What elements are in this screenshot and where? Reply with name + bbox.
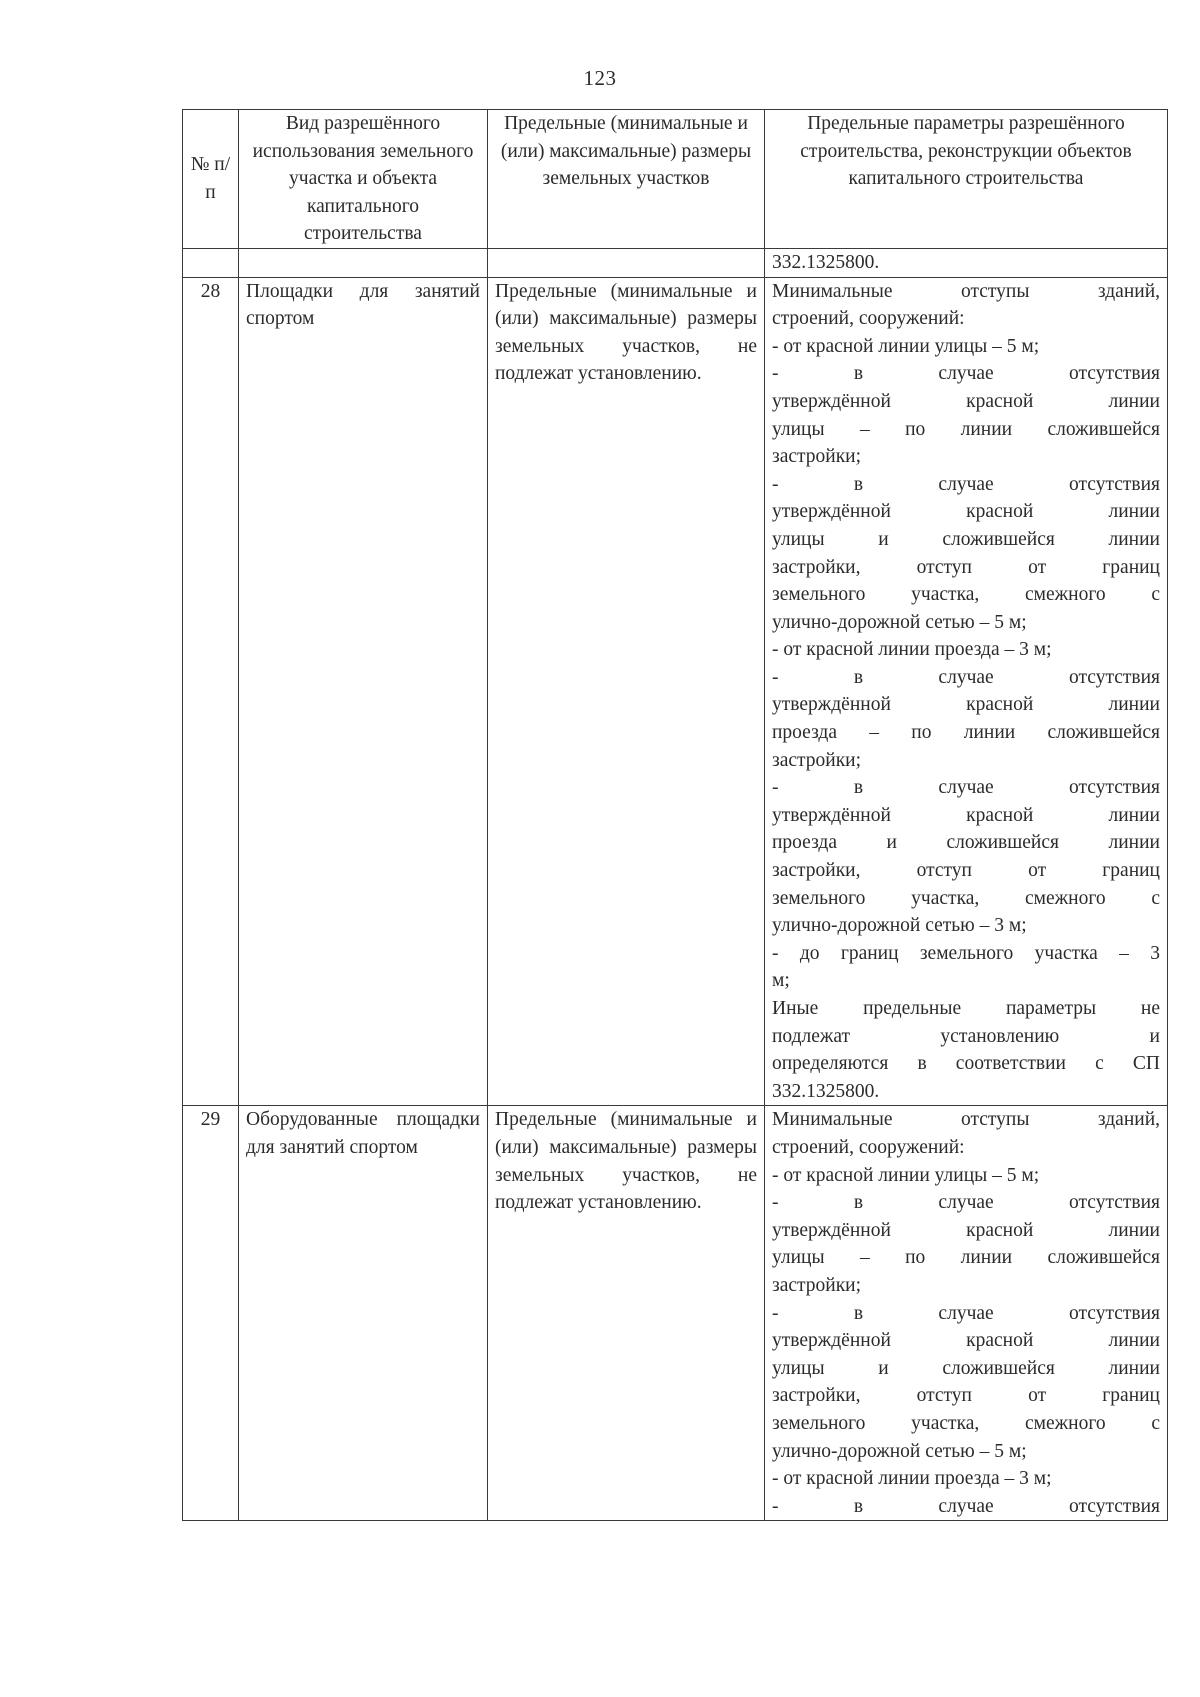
row-construction-params (765, 277, 1168, 1106)
param-line: утверждённой красной линии (772, 501, 1160, 523)
regulations-table (182, 109, 1168, 1521)
param-line: утверждённой красной линии (772, 1219, 1160, 1241)
param-line: улицы – по линии сложившейся (772, 1247, 1160, 1269)
table-row (183, 1106, 1168, 1521)
param-line: утверждённой красной линии (772, 694, 1160, 716)
param-line: Минимальные отступы зданий, (772, 280, 1160, 302)
param-line: земельного участка, смежного с (772, 1412, 1160, 1434)
param-line: - в случае отсутствия (772, 1495, 1160, 1517)
param-line: улично-дорожной сетью – 3 м; (772, 915, 1027, 937)
param-line: застройки, отступ от границ (772, 860, 1160, 882)
param-line: земельного участка, смежного с (772, 584, 1160, 606)
param-line: строений, сооружений: (772, 308, 965, 330)
row-permitted-use: Оборудованные площадки для занятий спортом (239, 1106, 488, 1521)
continuation-number (183, 248, 239, 277)
row-number: 29 (183, 1106, 239, 1521)
table-row (183, 277, 1168, 1106)
param-line: - до границ земельного участка – 3 (772, 942, 1160, 964)
param-line: - в случае отсутствия (772, 666, 1160, 688)
param-line: проезда и сложившейся линии (772, 832, 1160, 854)
param-line: 332.1325800. (772, 1080, 880, 1102)
continuation-params: 332.1325800. (765, 248, 1168, 277)
param-line: определяются в соответствии с СП (772, 1053, 1160, 1075)
header-number: № п/п (183, 110, 239, 249)
param-line: застройки; (772, 1274, 862, 1296)
param-line: - в случае отсутствия (772, 473, 1160, 495)
continuation-use (239, 248, 488, 277)
param-line: улицы и сложившейся линии (772, 528, 1160, 550)
param-line: Иные предельные параметры не (772, 998, 1160, 1019)
row-number: 28 (183, 277, 239, 1106)
page-number: 123 (583, 66, 617, 90)
param-line: - от красной линии проезда – 3 м; (772, 639, 1052, 661)
param-line: м; (772, 970, 790, 992)
param-line: Минимальные отступы зданий, (772, 1109, 1160, 1131)
param-line: проезда – по линии сложившейся (772, 722, 1160, 744)
param-line: - от красной линии проезда – 3 м; (772, 1468, 1052, 1490)
row-plot-size: Предельные (минимальные и (или) максимальные) размеры земельных участков, не подлежат установлению. (488, 1106, 765, 1521)
param-line: - в случае отсутствия (772, 777, 1160, 799)
param-line: утверждённой красной линии (772, 1330, 1160, 1352)
table-header-row (183, 110, 1168, 249)
param-line: улицы и сложившейся линии (772, 1357, 1160, 1379)
param-line: подлежат установлению и (772, 1025, 1160, 1047)
param-line: застройки; (772, 749, 862, 771)
param-line: улично-дорожной сетью – 5 м; (772, 611, 1027, 633)
param-line: улично-дорожной сетью – 5 м; (772, 1440, 1027, 1462)
param-line: улицы – по линии сложившейся (772, 418, 1160, 440)
header-permitted-use: Вид разрешённого использования земельного участка и объекта капитального строительства (239, 110, 488, 249)
header-construction-params: Предельные параметры разрешённого строительства, реконструкции объектов капитального строительства (765, 110, 1168, 249)
param-line: - в случае отсутствия (772, 1302, 1160, 1324)
param-line: - в случае отсутствия (772, 1192, 1160, 1214)
param-line: - от красной линии улицы – 5 м; (772, 1164, 1040, 1186)
continuation-row (183, 248, 1168, 277)
param-line: утверждённой красной линии (772, 804, 1160, 826)
param-line: - в случае отсутствия (772, 363, 1160, 385)
param-line: утверждённой красной линии (772, 390, 1160, 412)
param-line: застройки, отступ от границ (772, 556, 1160, 578)
param-line: строений, сооружений: (772, 1136, 965, 1158)
param-line: застройки; (772, 446, 862, 468)
row-permitted-use: Площадки для занятий спортом (239, 277, 488, 1106)
row-plot-size: Предельные (минимальные и (или) максимальные) размеры земельных участков, не подлежат установлению. (488, 277, 765, 1106)
param-line: - от красной линии улицы – 5 м; (772, 335, 1040, 357)
row-construction-params (765, 1106, 1168, 1521)
header-plot-size: Предельные (минимальные и (или) максимальные) размеры земельных участков (488, 110, 765, 249)
continuation-size (488, 248, 765, 277)
param-line: земельного участка, смежного с (772, 887, 1160, 909)
param-line: застройки, отступ от границ (772, 1385, 1160, 1407)
